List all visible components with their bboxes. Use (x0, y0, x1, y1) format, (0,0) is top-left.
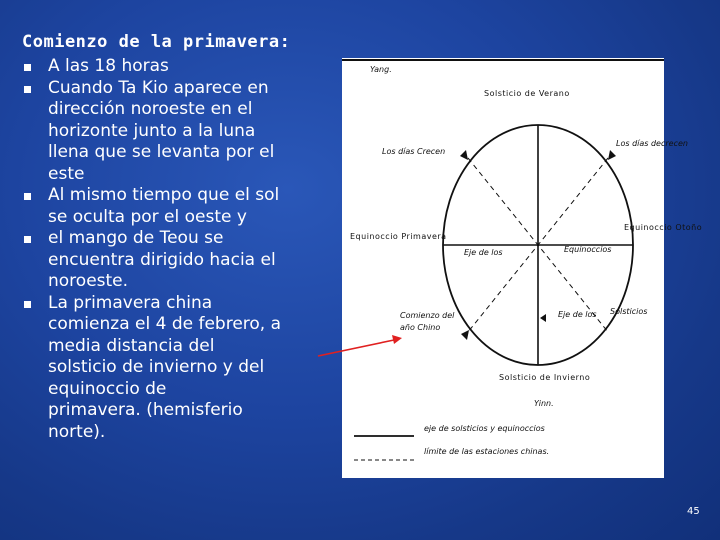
yang-label: Yang. (370, 65, 392, 74)
red-arrow-head-icon (392, 335, 402, 344)
autumn-equinox-label: Equinoccio Otoño (624, 223, 703, 232)
page-number: 45 (687, 506, 700, 517)
bullet-line: se oculta por el oeste y (48, 206, 247, 227)
bullet-line: este (48, 163, 85, 184)
equinox-axis-label-left: Eje de los (464, 248, 503, 257)
chinese-year-label: Comienzo del (400, 311, 455, 320)
bullet-line: solsticio de invierno y del (48, 357, 265, 377)
bullet-line: primavera. (hemisferio (48, 400, 243, 420)
days-decrease-label: Los días decrecen (616, 139, 688, 148)
summer-solstice-label: Solsticio de Verano (484, 89, 570, 98)
spring-equinox-label: Equinoccio Primavera (350, 232, 447, 241)
solstice-axis-label-right: Solsticios (610, 307, 648, 316)
solstice-axis-label-left: Eje de los (558, 310, 597, 319)
winter-solstice-label: Solsticio de Invierno (499, 373, 591, 382)
yinn-label: Yinn. (534, 399, 554, 408)
bullet-line: equinoccio de (48, 378, 167, 399)
bullet-line: La primavera china (48, 292, 213, 313)
bullet-line: media distancia del (48, 335, 215, 356)
days-grow-label: Los días Crecen (382, 147, 446, 156)
bullet-line: encuentra dirigido hacia el (48, 249, 276, 270)
red-arrow-line (318, 340, 394, 356)
bullet-line: comienza el 4 de febrero, a (48, 314, 282, 334)
bullet-line: noroeste. (48, 271, 129, 291)
bullet-line: dirección noroeste en el (48, 99, 253, 119)
bullet-line: Cuando Ta Kio aparece en (48, 77, 269, 98)
bullet-line: norte). (48, 421, 106, 442)
bullet-line: el mango de Teou se (48, 228, 224, 248)
legend-solid-label: eje de solsticios y equinoccios (424, 424, 545, 433)
bullet-line: llena que se levanta por el (48, 142, 275, 162)
bullet-line: A las 18 horas (48, 56, 169, 76)
bullet-line: Al mismo tiempo que el sol (48, 185, 280, 205)
legend-dashed-label: límite de las estaciones chinas. (424, 447, 550, 456)
equinox-axis-label-right: Equinoccios (564, 245, 612, 254)
slide-title: Comienzo de la primavera: (22, 32, 291, 52)
bullet-line: horizonte junto a la luna (48, 120, 256, 141)
chinese-year-label: año Chino (400, 323, 441, 332)
